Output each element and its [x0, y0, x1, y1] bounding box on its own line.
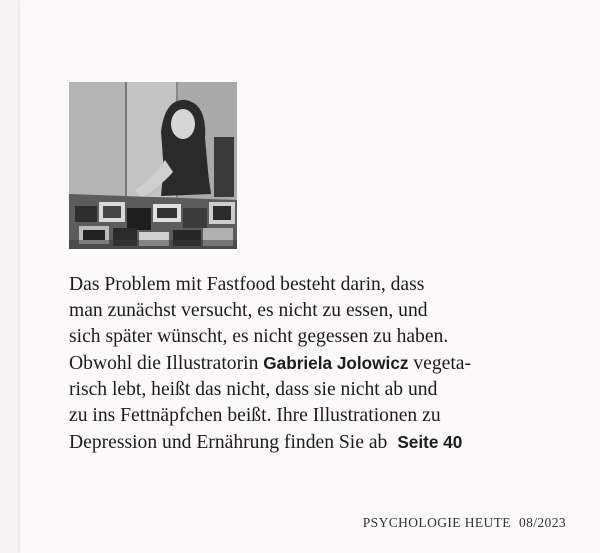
teaser-line-4 [69, 350, 539, 377]
magazine-name: PSYCHOLOGIE HEUTE [362, 515, 511, 530]
teaser-line-1: Das Problem mit Fastfood besteht darin, dass [69, 274, 425, 295]
illustrator-photo [69, 82, 237, 249]
magazine-page [20, 0, 600, 553]
teaser-line-3: sich später wünscht, es nicht gegessen zu haben. [69, 326, 449, 347]
teaser-line-7 [69, 429, 539, 456]
teaser-text [69, 272, 539, 456]
teaser-line-4-lead: Obwohl die Illustratorin [69, 353, 259, 374]
issue-number: 08/2023 [518, 515, 566, 530]
teaser-line-6: zu ins Fettnäpfchen beißt. Ihre Illustrationen zu [69, 405, 441, 426]
teaser-line-7-text: Depression und Ernährung finden Sie ab [69, 432, 388, 453]
teaser-line-4-tail: vegeta- [413, 353, 472, 374]
teaser-line-2: man zunächst versucht, es nicht zu essen, und [69, 300, 428, 321]
page-reference: Seite 40 [397, 432, 463, 452]
illustrator-name: Gabriela Jolowicz [263, 353, 409, 373]
teaser-line-5: risch lebt, heißt das nicht, dass sie nicht ab und [69, 379, 438, 400]
page-footer [320, 515, 566, 531]
